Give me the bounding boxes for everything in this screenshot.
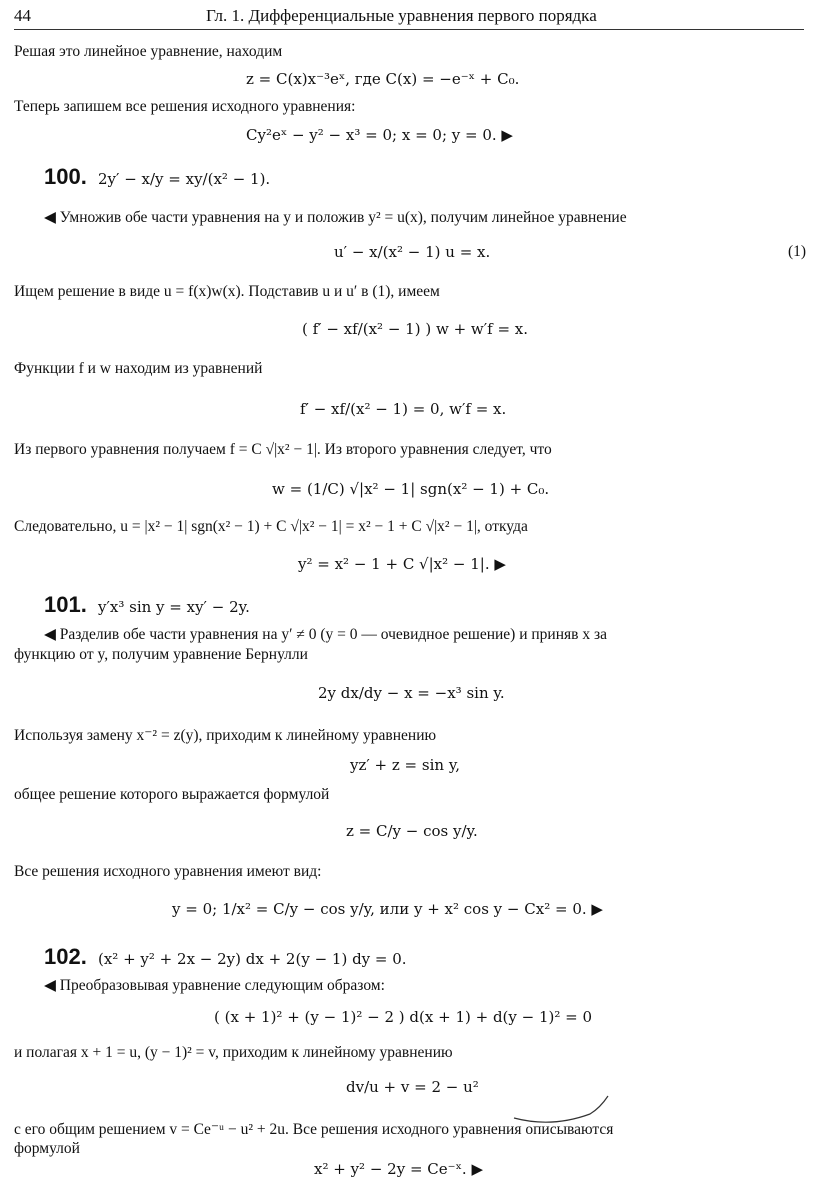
text-line: Теперь запишем все решения исходного уравнения: [14, 98, 356, 115]
formula: x² + y² − 2y = Ce⁻ˣ. ▶ [314, 1160, 483, 1178]
text-line: функцию от y, получим уравнение Бернулли [14, 646, 308, 663]
text-line: и полагая x + 1 = u, (y − 1)² = v, приходим к линейному уравнению [14, 1044, 453, 1061]
text-line: ◀ Разделив обе части уравнения на y′ ≠ 0 (y = 0 — очевидное решение) и приняв x за [44, 626, 607, 643]
problem-number: 101. [44, 592, 87, 617]
formula: y² = x² − 1 + C √|x² − 1|. ▶ [298, 555, 506, 573]
formula: Cy²eˣ − y² − x³ = 0; x = 0; y = 0. ▶ [246, 126, 513, 144]
formula: dv/u + v = 2 − u² [346, 1078, 479, 1096]
text-line: Следовательно, u = |x² − 1| sgn(x² − 1) + C √|x² − 1| = x² − 1 + C √|x² − 1|, откуда [14, 518, 528, 535]
problem-statement: y′x³ sin y = xy′ − 2y. [98, 598, 250, 616]
equation-number: (1) [788, 243, 807, 260]
running-title: Гл. 1. Дифференциальные уравнения первого порядка [206, 6, 597, 25]
pen-stroke-mark [512, 1094, 612, 1124]
formula: ( f′ − xf/(x² − 1) ) w + w′f = x. [302, 320, 529, 338]
text-line: общее решение которого выражается формулой [14, 786, 330, 803]
text-line: Используя замену x⁻² = z(y), приходим к линейному уравнению [14, 727, 437, 744]
formula: ( (x + 1)² + (y − 1)² − 2 ) d(x + 1) + d(y − 1)² = 0 [214, 1008, 593, 1026]
formula: u′ − x/(x² − 1) u = x. [334, 243, 491, 261]
formula: f′ − xf/(x² − 1) = 0, w′f = x. [300, 400, 507, 418]
formula: z = C(x)x⁻³eˣ, где C(x) = −e⁻ˣ + C₀. [246, 70, 520, 88]
page-number: 44 [14, 6, 31, 25]
problem-number: 100. [44, 164, 87, 189]
header-rule [14, 29, 804, 30]
formula: z = C/y − cos y/y. [346, 822, 478, 840]
problem-number: 102. [44, 944, 87, 969]
formula: y = 0; 1/x² = C/y − cos y/y, или y + x² cos y − Cx² = 0. ▶ [172, 900, 603, 918]
text-line: ◀ Преобразовывая уравнение следующим образом: [44, 977, 385, 994]
text-line: формулой [14, 1140, 80, 1157]
formula: 2y dx/dy − x = −x³ sin y. [318, 684, 505, 702]
formula: yz′ + z = sin y, [350, 756, 461, 774]
text-line: с его общим решением v = Ce⁻ᵘ − u² + 2u. Все решения исходного уравнения описываются [14, 1121, 614, 1138]
text-line: Все решения исходного уравнения имеют вид: [14, 863, 322, 880]
text-line: Из первого уравнения получаем f = C √|x² − 1|. Из второго уравнения следует, что [14, 441, 552, 458]
formula: w = (1/C) √|x² − 1| sgn(x² − 1) + C₀. [272, 480, 550, 498]
text-line: Решая это линейное уравнение, находим [14, 43, 283, 60]
text-line: Функции f и w находим из уравнений [14, 360, 263, 377]
text-line: Ищем решение в виде u = f(x)w(x). Подставив u и u′ в (1), имеем [14, 283, 440, 300]
text-line: ◀ Умножив обе части уравнения на y и положив y² = u(x), получим линейное уравнение [44, 209, 627, 226]
problem-statement: (x² + y² + 2x − 2y) dx + 2(y − 1) dy = 0. [98, 950, 407, 968]
problem-statement: 2y′ − x/y = xy/(x² − 1). [98, 170, 271, 188]
